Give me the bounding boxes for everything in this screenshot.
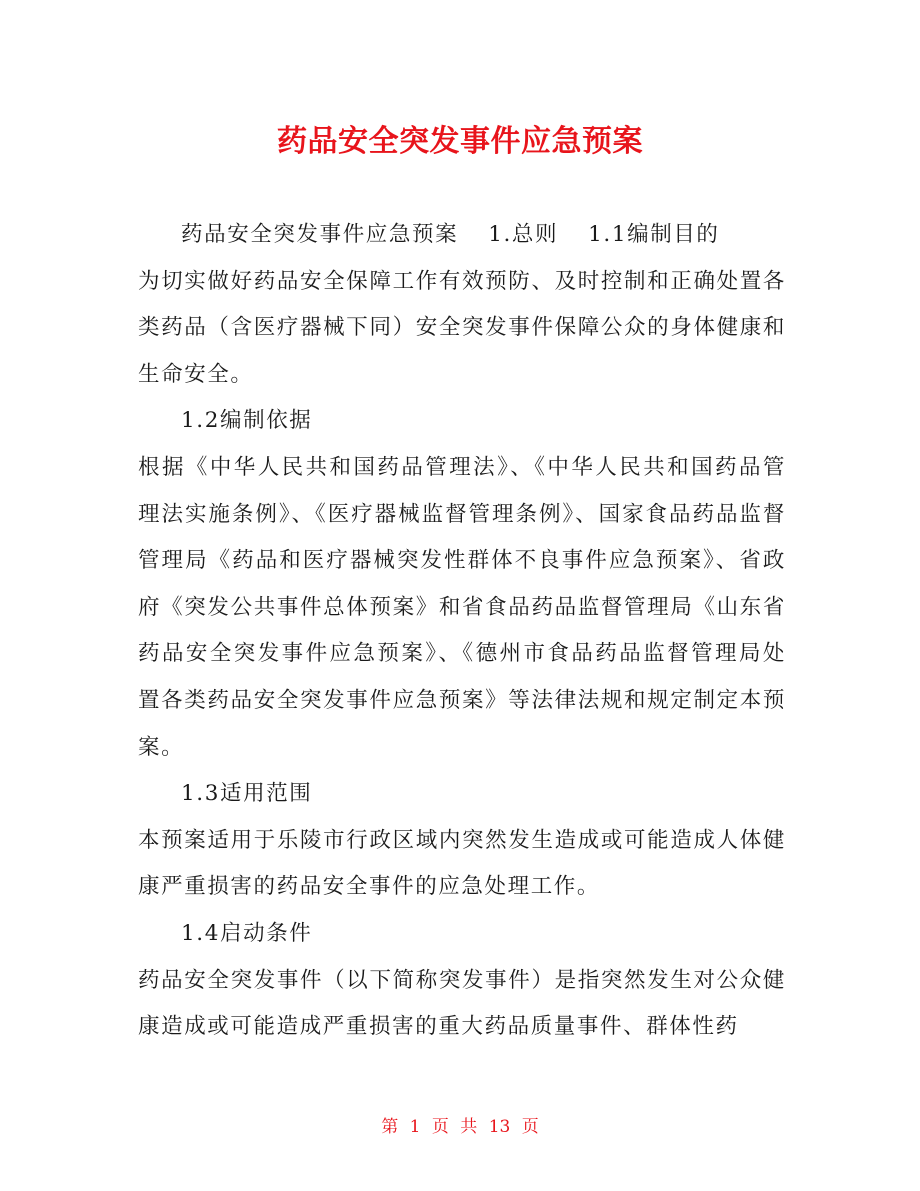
section-1-2-heading: 1.2编制依据	[181, 408, 313, 434]
document-title: 药品安全突发事件应急预案	[277, 124, 643, 159]
paragraph-1-4: 药品安全突发事件（以下简称突发事件）是指突然发生对公众健康造成或可能造成严重损害的重大药品质量事件、群体性药	[138, 967, 786, 1040]
paragraph-1-2: 根据《中华人民共和国药品管理法》、《中华人民共和国药品管理法实施条例》、《医疗器械监督管理条例》、国家食品药品监督管理局《药品和医疗器械突发性群体不良事件应急预案》、省政府《突发公共事件总体预案》和省食品药品监督管理局《山东省药品安全突发事件应急预案》、《德州市食品药品监督管理局处置各类药品安全突发事件应急预案》等法律法规和规定制定本预案。	[138, 454, 786, 760]
page-number-footer: 第 1 页 共 13 页	[381, 1117, 539, 1137]
paragraph-1-1: 为切实做好药品安全保障工作有效预防、及时控制和正确处置各类药品（含医疗器械下同）安全突发事件保障公众的身体健康和生命安全。	[138, 268, 786, 387]
intro-title: 药品安全突发事件应急预案	[181, 222, 459, 247]
section-1-3-heading: 1.3适用范围	[181, 781, 313, 807]
document-body	[138, 212, 786, 1051]
intro-line	[138, 212, 786, 259]
section-1-heading: 1.总则	[488, 222, 559, 247]
section-1-4-heading: 1.4启动条件	[181, 920, 313, 946]
section-1-1-heading: 1.1编制目的	[588, 222, 720, 247]
paragraph-1-3: 本预案适用于乐陵市行政区域内突然发生造成或可能造成人体健康严重损害的药品安全事件的应急处理工作。	[138, 827, 786, 900]
